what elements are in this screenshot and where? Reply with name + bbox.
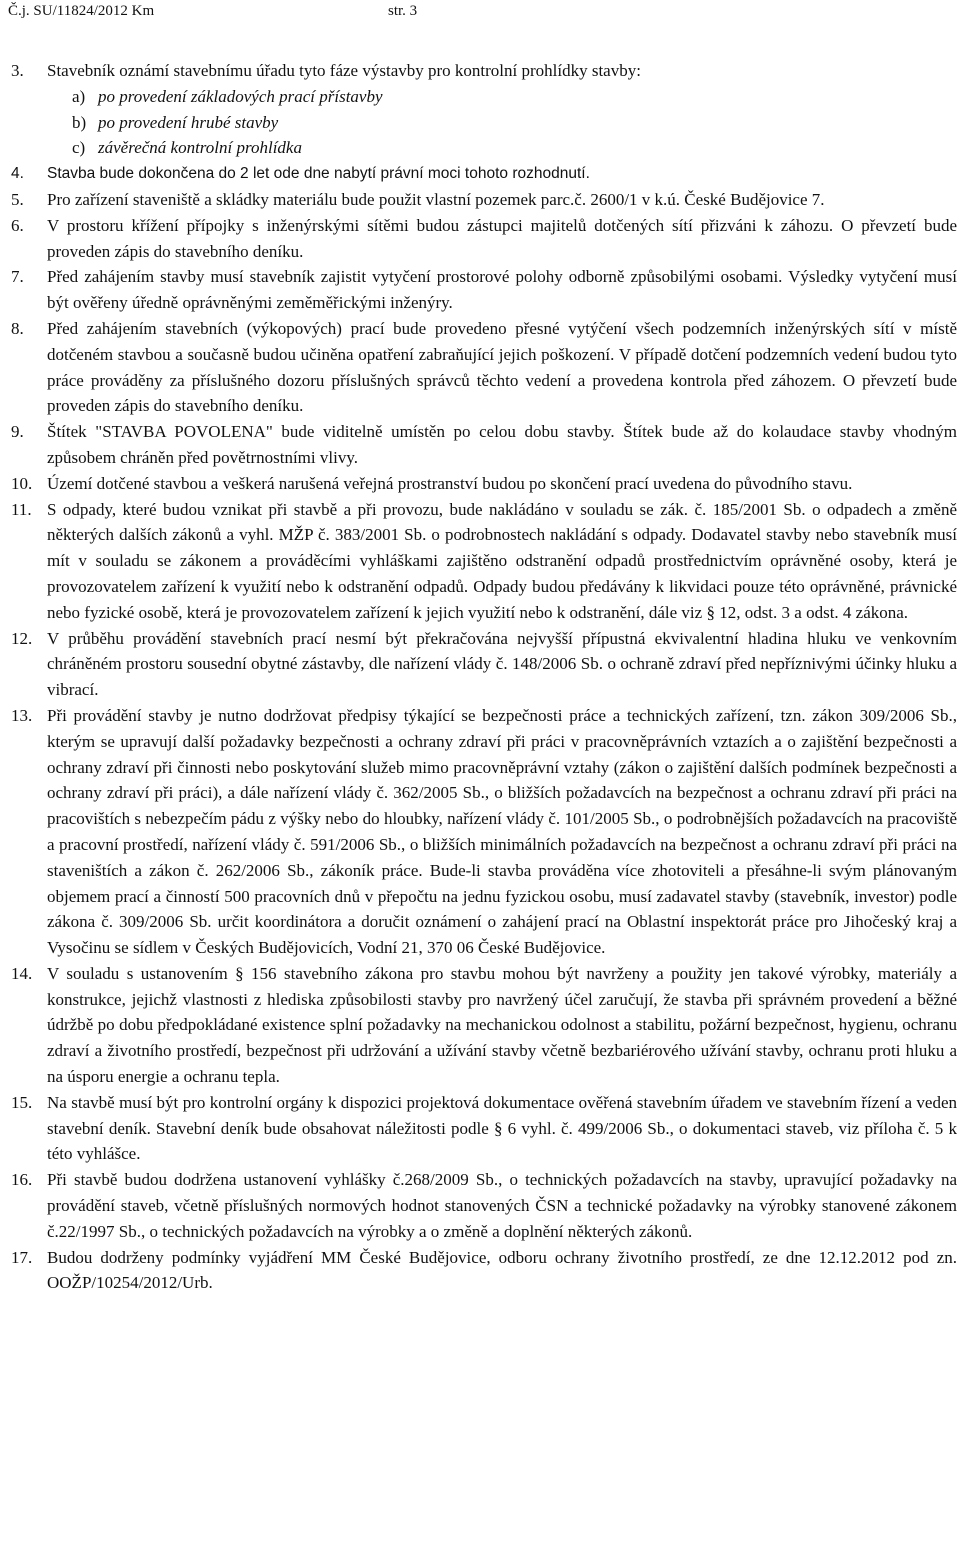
item-text: Při stavbě budou dodržena ustanovení vyhlášky č.268/2009 Sb., o technických požadavcích na stavby, upravující požadavky na provádění staveb, včetně příslušných normových hodnot stanovených ČSN a technické požadavky na výrobky stanovené zákonem č.22/1997 Sb., o technických požadavcích na výrobky a o změně a doplnění některých zákonů.	[47, 1170, 957, 1241]
sub-item-text: závěrečná kontrolní prohlídka	[98, 138, 302, 158]
sub-item	[72, 110, 957, 136]
item-text: Stavba bude dokončena do 2 let ode dne nabytí právní moci tohoto rozhodnutí.	[47, 165, 590, 183]
sub-item-text: po provedení hrubé stavby	[98, 112, 279, 132]
sub-item-letter: b)	[72, 112, 87, 132]
item-number: 16.	[11, 1170, 33, 1190]
item-number: 14.	[11, 963, 33, 983]
page-number: str. 3	[388, 3, 418, 19]
item-number: 8.	[11, 318, 24, 338]
item-number: 5.	[11, 189, 24, 209]
list-item	[11, 264, 957, 316]
item-text: Štítek "STAVBA POVOLENA" bude viditelně umístěn po celou dobu stavby. Štítek bude až do kolaudace stavby vhodným způsobem chráněn před povětrnostními vlivy.	[47, 422, 957, 467]
conditions-list	[11, 58, 957, 1296]
item-number: 10.	[11, 473, 33, 493]
item-text: Na stavbě musí být pro kontrolní orgány k dispozici projektová dokumentace ověřená stavebním úřadem ve stavebním řízení a veden stavební deník. Stavební deník bude obsahovat náležitosti podle § 6 vyhl. č. 499/2006 Sb., o dokumentaci staveb, viz příloha č. 5 k této vyhlášce.	[47, 1092, 957, 1164]
list-item	[11, 187, 957, 213]
list-item	[11, 471, 957, 497]
item-text: V souladu s ustanovením § 156 stavebního zákona pro stavbu mohou být navrženy a použity jen takové výrobky, materiály a konstrukce, jejichž vlastnosti z hlediska způsobilosti stavby pro navržený účel zaručují, že stavba při správném provedení a běžné údržbě po dobu předpokládané existence splní požadavky na mechanickou odolnost a stabilitu, požární bezpečnost, hygienu, ochranu zdraví a životního prostředí, bezpečnost při udržování a užívání stavby včetně bezbariérového užívání stavby, ochranu proti hluku a na úsporu energie a ochranu tepla.	[47, 963, 957, 1087]
sub-list	[47, 84, 957, 161]
list-item	[11, 419, 957, 471]
item-text: Před zahájením stavby musí stavebník zajistit vytyčení prostorové polohy odborně způsobilými osobami. Výsledky vytyčení musí být ověřeny úředně oprávněnými zeměměřickými inženýry.	[47, 267, 957, 313]
item-text: Před zahájením stavebních (výkopových) prací bude provedeno přesné vytýčení všech podzemních inženýrských sítí v místě dotčeném stavbou a současně budou učiněna opatření zabraňující jejich poškození. V případě dotčení podzemních vedení budou tyto práce prováděny za příslušného dozoru příslušných správců těchto vedení a provedena kontrola před záhozem. O převzetí bude proveden zápis do stavebního deníku.	[47, 318, 957, 416]
item-text: Při provádění stavby je nutno dodržovat předpisy týkající se bezpečnosti práce a technických zařízení, tzn. zákon 309/2006 Sb., kterým se upravují další požadavky bezpečnosti a ochrany zdraví při práci v pracovněprávních vztazích a o zajištění bezpečnosti a ochrany zdraví při činnosti nebo poskytování služeb mimo pracovněprávní vztahy (zákon o zajištění dalších podmínek bezpečnosti a ochrany zdraví při práci), a dále nařízení vlády č. 362/2005 Sb., o bližších požadavcích na bezpečnost a ochranu zdraví při práci na pracovištích s nebezpečím pádu z výšky nebo do hloubky, nařízení vlády č. 101/2005 Sb., o podrobnějších požadavcích na pracoviště a pracovní prostředí, nařízení vlády č. 591/2006 Sb., o bližších minimálních požadavcích na bezpečnost a ochranu zdraví při práci na staveništích a zákon č. 262/2006 Sb., zákoník práce. Bude-li stavba prováděna více zhotoviteli a přesáhne-li svým plánovaným objemem prací a činností 500 pracovních dnů v přepočtu na jednu fyzickou osobu, musí zadavatel stavby (stavebník, investor) podle zákona č. 309/2006 Sb. určit koordinátora a doručit oznámení o zahájení prací na Oblastní inspektorát práce pro Jihočeský kraj a Vysočinu se sídlem v Českých Budějovicích, Vodní 21, 370 06 České Budějovice.	[47, 705, 957, 958]
item-number: 17.	[11, 1247, 33, 1267]
item-number: 11.	[11, 499, 32, 519]
item-number: 15.	[11, 1092, 33, 1112]
sub-item	[72, 84, 957, 110]
item-text: V průběhu provádění stavebních prací nesmí být překračována nejvyšší přípustná ekvivalentní hladina hluku ve venkovním chráněném prostoru sousední obytné zástavby, dle nařízení vlády č. 148/2006 Sb. o ochraně zdraví před nepříznivými účinky hluku a vibrací.	[47, 628, 957, 700]
list-item	[11, 703, 957, 961]
list-item	[11, 961, 957, 1090]
sub-item-letter: c)	[72, 138, 86, 158]
list-item	[11, 1245, 957, 1297]
page-header	[8, 0, 960, 22]
list-item	[11, 626, 957, 703]
item-number: 3.	[11, 61, 24, 80]
sub-item-text: po provedení základových prací přístavby	[98, 86, 383, 106]
item-number: 9.	[11, 422, 24, 442]
sub-item	[72, 135, 957, 161]
item-text: Území dotčené stavbou a veškerá narušená veřejná prostranství budou po skončení prací uvedena do původního stavu.	[47, 473, 853, 493]
list-item	[11, 316, 957, 419]
list-item	[11, 161, 957, 187]
item-number: 12.	[11, 628, 33, 648]
item-text: Pro zařízení staveniště a skládky materiálu bude použit vlastní pozemek parc.č. 2600/1 v k.ú. České Budějovice 7.	[47, 189, 825, 209]
list-item	[11, 497, 957, 626]
item-number: 13.	[11, 705, 33, 725]
list-item	[11, 1167, 957, 1244]
list-item	[11, 1090, 957, 1167]
item-number: 7.	[11, 267, 24, 287]
list-item	[11, 213, 957, 265]
item-number: 6.	[11, 215, 24, 235]
item-text: Budou dodrženy podmínky vyjádření MM České Budějovice, odboru ochrany životního prostředí, ze dne 12.12.2012 pod zn. OOŽP/10254/2012/Urb.	[47, 1247, 957, 1293]
sub-item-letter: a)	[72, 86, 86, 106]
item-text: V prostoru křížení přípojky s inženýrskými sítěmi budou zástupci majitelů dotčených sítí přizváni k záhozu. O převzetí bude proveden zápis do stavebního deníku.	[47, 215, 957, 261]
reference-number: Č.j. SU/11824/2012 Km	[8, 3, 155, 19]
item-text: Stavebník oznámí stavebnímu úřadu tyto fáze výstavby pro kontrolní prohlídky stavby:	[47, 61, 641, 80]
item-text: S odpady, které budou vznikat při stavbě a při provozu, bude nakládáno v souladu se zák. č. 185/2001 Sb. o odpadech a změně některých dalších zákonů a vyhl. MŽP č. 383/2001 Sb. o podrobnostech nakládání s odpady. Dodavatel stavby nebo stavebník musí mít v souladu se zákonem a prováděcími vyhláškami zajištěno odstranění odpadů prostřednictvím oprávněné osoby, která je provozovatelem zařízení k využití nebo k odstranění odpadů. Odpady budou předávány k likvidaci pouze této oprávněné, právnické nebo fyzické osobě, která je provozovatelem zařízení k jejich využití nebo k odstranění, dále viz § 12, odst. 3 a odst. 4 zákona.	[47, 499, 957, 622]
item-number: 4.	[11, 165, 24, 183]
list-item	[11, 58, 957, 161]
